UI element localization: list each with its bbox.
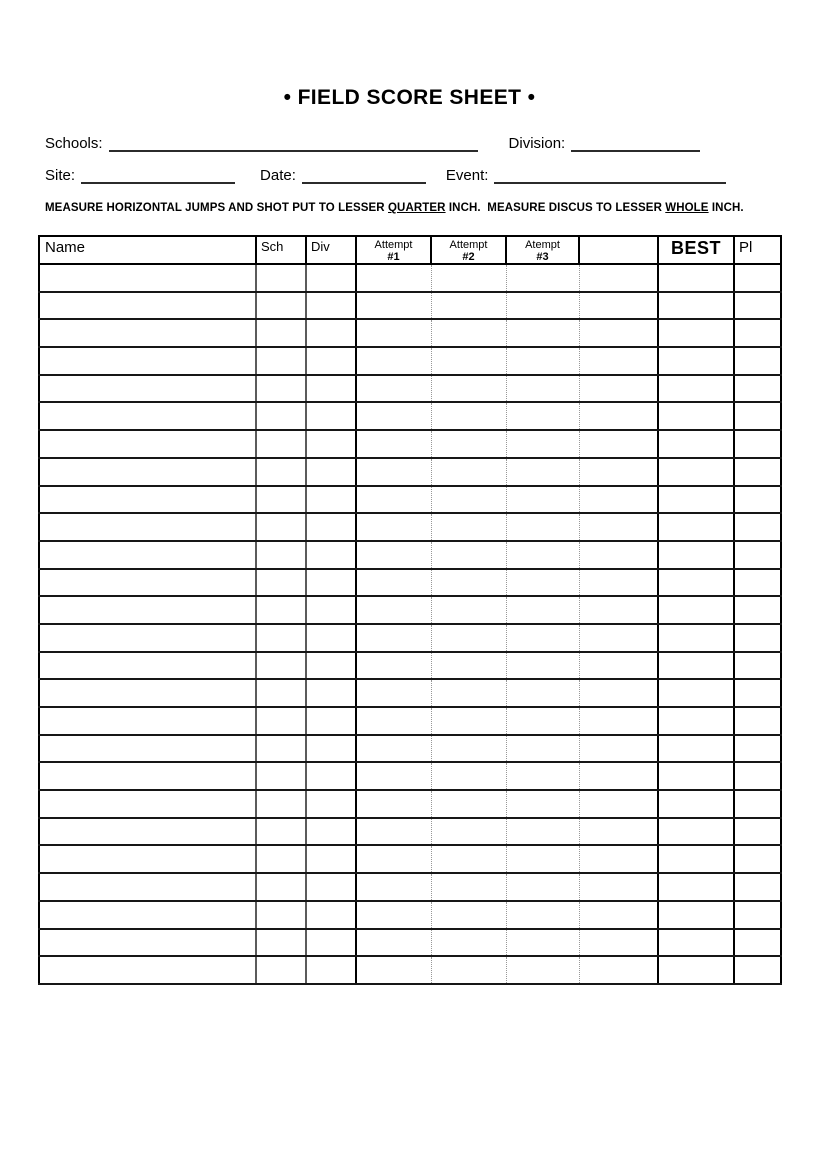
table-row <box>39 624 781 652</box>
table-row <box>39 901 781 929</box>
table-row <box>39 596 781 624</box>
cell-div[interactable] <box>306 845 356 873</box>
form-row-schools-division <box>45 135 819 152</box>
cell-spare[interactable] <box>579 624 658 652</box>
cell-spare[interactable] <box>579 569 658 597</box>
cell-name[interactable] <box>39 319 256 347</box>
cell-best[interactable] <box>658 652 734 680</box>
cell-name[interactable] <box>39 264 256 292</box>
cell-attempt1[interactable] <box>356 707 431 735</box>
cell-div[interactable] <box>306 541 356 569</box>
cell-sch[interactable] <box>256 762 306 790</box>
cell-place[interactable] <box>734 652 781 680</box>
cell-sch[interactable] <box>256 956 306 984</box>
cell-attempt3[interactable] <box>506 430 579 458</box>
cell-spare[interactable] <box>579 901 658 929</box>
cell-attempt3[interactable] <box>506 513 579 541</box>
cell-spare[interactable] <box>579 956 658 984</box>
header-best: BEST <box>658 236 734 264</box>
cell-attempt3[interactable] <box>506 264 579 292</box>
cell-place[interactable] <box>734 762 781 790</box>
cell-div[interactable] <box>306 458 356 486</box>
cell-attempt1[interactable] <box>356 845 431 873</box>
cell-sch[interactable] <box>256 486 306 514</box>
cell-best[interactable] <box>658 319 734 347</box>
cell-best[interactable] <box>658 264 734 292</box>
cell-attempt3[interactable] <box>506 762 579 790</box>
cell-name[interactable] <box>39 347 256 375</box>
cell-attempt3[interactable] <box>506 790 579 818</box>
cell-best[interactable] <box>658 790 734 818</box>
cell-attempt1[interactable] <box>356 541 431 569</box>
cell-place[interactable] <box>734 818 781 846</box>
table-row <box>39 790 781 818</box>
cell-best[interactable] <box>658 347 734 375</box>
cell-spare[interactable] <box>579 707 658 735</box>
cell-sch[interactable] <box>256 569 306 597</box>
cell-sch[interactable] <box>256 292 306 320</box>
cell-attempt3[interactable] <box>506 596 579 624</box>
table-row <box>39 402 781 430</box>
cell-attempt3[interactable] <box>506 873 579 901</box>
cell-attempt3[interactable] <box>506 292 579 320</box>
table-row <box>39 430 781 458</box>
cell-div[interactable] <box>306 818 356 846</box>
cell-attempt1[interactable] <box>356 790 431 818</box>
score-table <box>38 235 782 985</box>
cell-attempt2[interactable] <box>431 901 506 929</box>
cell-spare[interactable] <box>579 762 658 790</box>
division-label: Division: <box>508 135 566 152</box>
cell-attempt1[interactable] <box>356 513 431 541</box>
cell-sch[interactable] <box>256 845 306 873</box>
header-div: Div <box>306 236 356 264</box>
cell-sch[interactable] <box>256 652 306 680</box>
cell-div[interactable] <box>306 569 356 597</box>
cell-spare[interactable] <box>579 264 658 292</box>
cell-place[interactable] <box>734 873 781 901</box>
cell-attempt2[interactable] <box>431 569 506 597</box>
cell-name[interactable] <box>39 679 256 707</box>
table-row <box>39 569 781 597</box>
cell-best[interactable] <box>658 402 734 430</box>
cell-name[interactable] <box>39 375 256 403</box>
site-label: Site: <box>45 167 76 184</box>
cell-name[interactable] <box>39 790 256 818</box>
cell-div[interactable] <box>306 292 356 320</box>
cell-sch[interactable] <box>256 707 306 735</box>
cell-place[interactable] <box>734 624 781 652</box>
cell-spare[interactable] <box>579 347 658 375</box>
cell-place[interactable] <box>734 596 781 624</box>
instruction-segment: MEASURE HORIZONTAL JUMPS AND SHOT PUT TO LESSER <box>45 202 389 214</box>
cell-name[interactable] <box>39 929 256 957</box>
cell-div[interactable] <box>306 402 356 430</box>
event-input-line[interactable] <box>494 167 726 184</box>
cell-div[interactable] <box>306 679 356 707</box>
table-row <box>39 513 781 541</box>
cell-best[interactable] <box>658 624 734 652</box>
date-label: Date: <box>260 167 296 184</box>
cell-div[interactable] <box>306 347 356 375</box>
cell-sch[interactable] <box>256 375 306 403</box>
table-row <box>39 873 781 901</box>
cell-spare[interactable] <box>579 430 658 458</box>
cell-best[interactable] <box>658 486 734 514</box>
cell-attempt1[interactable] <box>356 569 431 597</box>
cell-sch[interactable] <box>256 818 306 846</box>
cell-place[interactable] <box>734 901 781 929</box>
cell-name[interactable] <box>39 873 256 901</box>
cell-attempt2[interactable] <box>431 458 506 486</box>
cell-attempt1[interactable] <box>356 319 431 347</box>
cell-name[interactable] <box>39 818 256 846</box>
cell-place[interactable] <box>734 929 781 957</box>
cell-sch[interactable] <box>256 319 306 347</box>
cell-attempt1[interactable] <box>356 486 431 514</box>
cell-spare[interactable] <box>579 735 658 763</box>
cell-div[interactable] <box>306 929 356 957</box>
cell-attempt3[interactable] <box>506 845 579 873</box>
table-row <box>39 929 781 957</box>
cell-best[interactable] <box>658 735 734 763</box>
cell-div[interactable] <box>306 264 356 292</box>
cell-attempt2[interactable] <box>431 735 506 763</box>
cell-div[interactable] <box>306 790 356 818</box>
table-header-row <box>39 236 781 264</box>
cell-attempt1[interactable] <box>356 430 431 458</box>
cell-place[interactable] <box>734 486 781 514</box>
table-row <box>39 735 781 763</box>
cell-best[interactable] <box>658 569 734 597</box>
cell-spare[interactable] <box>579 486 658 514</box>
cell-attempt3[interactable] <box>506 652 579 680</box>
cell-attempt1[interactable] <box>356 901 431 929</box>
cell-attempt2[interactable] <box>431 541 506 569</box>
cell-attempt3[interactable] <box>506 486 579 514</box>
cell-best[interactable] <box>658 541 734 569</box>
header-spare <box>579 236 658 264</box>
cell-div[interactable] <box>306 652 356 680</box>
table-row <box>39 319 781 347</box>
cell-div[interactable] <box>306 319 356 347</box>
cell-best[interactable] <box>658 679 734 707</box>
cell-attempt2[interactable] <box>431 347 506 375</box>
cell-best[interactable] <box>658 375 734 403</box>
cell-div[interactable] <box>306 956 356 984</box>
cell-attempt1[interactable] <box>356 873 431 901</box>
cell-sch[interactable] <box>256 347 306 375</box>
site-input-line[interactable] <box>81 167 235 184</box>
cell-div[interactable] <box>306 375 356 403</box>
table-row <box>39 762 781 790</box>
cell-div[interactable] <box>306 513 356 541</box>
cell-sch[interactable] <box>256 513 306 541</box>
attempt-2-word: Attempt <box>449 239 488 251</box>
cell-attempt3[interactable] <box>506 319 579 347</box>
cell-attempt1[interactable] <box>356 679 431 707</box>
cell-best[interactable] <box>658 292 734 320</box>
cell-attempt2[interactable] <box>431 845 506 873</box>
cell-place[interactable] <box>734 319 781 347</box>
cell-attempt2[interactable] <box>431 929 506 957</box>
attempt-3-number: #3 <box>536 251 549 263</box>
cell-place[interactable] <box>734 430 781 458</box>
table-row <box>39 679 781 707</box>
cell-attempt2[interactable] <box>431 486 506 514</box>
attempt-3-word: Atempt <box>525 239 560 251</box>
cell-div[interactable] <box>306 430 356 458</box>
cell-sch[interactable] <box>256 596 306 624</box>
cell-place[interactable] <box>734 375 781 403</box>
table-row <box>39 707 781 735</box>
cell-best[interactable] <box>658 458 734 486</box>
instruction-underlined-word: QUARTER <box>388 202 446 214</box>
cell-spare[interactable] <box>579 458 658 486</box>
cell-place[interactable] <box>734 569 781 597</box>
cell-sch[interactable] <box>256 458 306 486</box>
cell-place[interactable] <box>734 707 781 735</box>
cell-attempt3[interactable] <box>506 347 579 375</box>
cell-attempt1[interactable] <box>356 624 431 652</box>
cell-name[interactable] <box>39 541 256 569</box>
cell-spare[interactable] <box>579 375 658 403</box>
table-row <box>39 541 781 569</box>
cell-spare[interactable] <box>579 790 658 818</box>
cell-name[interactable] <box>39 513 256 541</box>
cell-best[interactable] <box>658 762 734 790</box>
cell-name[interactable] <box>39 430 256 458</box>
cell-best[interactable] <box>658 956 734 984</box>
cell-attempt1[interactable] <box>356 818 431 846</box>
cell-place[interactable] <box>734 735 781 763</box>
table-row <box>39 652 781 680</box>
cell-attempt1[interactable] <box>356 347 431 375</box>
table-row <box>39 458 781 486</box>
cell-spare[interactable] <box>579 596 658 624</box>
cell-div[interactable] <box>306 596 356 624</box>
table-row <box>39 956 781 984</box>
cell-attempt2[interactable] <box>431 292 506 320</box>
cell-attempt1[interactable] <box>356 375 431 403</box>
cell-attempt3[interactable] <box>506 402 579 430</box>
cell-attempt1[interactable] <box>356 652 431 680</box>
cell-spare[interactable] <box>579 292 658 320</box>
cell-spare[interactable] <box>579 818 658 846</box>
cell-sch[interactable] <box>256 873 306 901</box>
cell-sch[interactable] <box>256 679 306 707</box>
table-row <box>39 845 781 873</box>
cell-place[interactable] <box>734 402 781 430</box>
event-label: Event: <box>445 167 489 184</box>
cell-attempt2[interactable] <box>431 873 506 901</box>
cell-attempt2[interactable] <box>431 679 506 707</box>
cell-attempt3[interactable] <box>506 929 579 957</box>
form-row-site-date-event <box>45 167 819 184</box>
instruction-segment: INCH. <box>708 202 744 214</box>
cell-best[interactable] <box>658 430 734 458</box>
cell-best[interactable] <box>658 929 734 957</box>
cell-place[interactable] <box>734 541 781 569</box>
cell-attempt3[interactable] <box>506 375 579 403</box>
table-row <box>39 818 781 846</box>
cell-spare[interactable] <box>579 845 658 873</box>
cell-name[interactable] <box>39 901 256 929</box>
cell-attempt2[interactable] <box>431 402 506 430</box>
cell-best[interactable] <box>658 901 734 929</box>
cell-best[interactable] <box>658 873 734 901</box>
cell-attempt2[interactable] <box>431 652 506 680</box>
cell-sch[interactable] <box>256 790 306 818</box>
cell-attempt2[interactable] <box>431 624 506 652</box>
cell-name[interactable] <box>39 402 256 430</box>
schools-input-line[interactable] <box>109 135 478 152</box>
header-sch: Sch <box>256 236 306 264</box>
cell-best[interactable] <box>658 818 734 846</box>
cell-place[interactable] <box>734 845 781 873</box>
cell-spare[interactable] <box>579 402 658 430</box>
table-row <box>39 292 781 320</box>
cell-attempt2[interactable] <box>431 430 506 458</box>
cell-place[interactable] <box>734 956 781 984</box>
table-row <box>39 486 781 514</box>
score-table-body <box>39 264 781 984</box>
cell-best[interactable] <box>658 707 734 735</box>
cell-attempt3[interactable] <box>506 956 579 984</box>
cell-name[interactable] <box>39 486 256 514</box>
cell-div[interactable] <box>306 901 356 929</box>
cell-attempt3[interactable] <box>506 735 579 763</box>
cell-attempt2[interactable] <box>431 264 506 292</box>
header-attempt-2 <box>431 236 506 264</box>
cell-attempt2[interactable] <box>431 513 506 541</box>
cell-name[interactable] <box>39 596 256 624</box>
instruction-underlined-word: WHOLE <box>665 202 709 214</box>
cell-spare[interactable] <box>579 652 658 680</box>
header-attempt-1 <box>356 236 431 264</box>
cell-attempt1[interactable] <box>356 292 431 320</box>
cell-sch[interactable] <box>256 929 306 957</box>
cell-sch[interactable] <box>256 901 306 929</box>
cell-attempt2[interactable] <box>431 707 506 735</box>
cell-div[interactable] <box>306 624 356 652</box>
header-name: Name <box>39 236 256 264</box>
cell-attempt2[interactable] <box>431 319 506 347</box>
attempt-1-number: #1 <box>387 251 400 263</box>
table-row <box>39 375 781 403</box>
page-title: • FIELD SCORE SHEET • <box>283 86 536 109</box>
cell-div[interactable] <box>306 486 356 514</box>
cell-name[interactable] <box>39 956 256 984</box>
cell-div[interactable] <box>306 762 356 790</box>
cell-place[interactable] <box>734 264 781 292</box>
cell-attempt3[interactable] <box>506 624 579 652</box>
cell-name[interactable] <box>39 652 256 680</box>
cell-attempt2[interactable] <box>431 956 506 984</box>
cell-best[interactable] <box>658 513 734 541</box>
cell-div[interactable] <box>306 707 356 735</box>
cell-attempt3[interactable] <box>506 541 579 569</box>
schools-label: Schools: <box>45 135 103 152</box>
cell-attempt1[interactable] <box>356 762 431 790</box>
cell-attempt2[interactable] <box>431 818 506 846</box>
cell-name[interactable] <box>39 845 256 873</box>
cell-spare[interactable] <box>579 319 658 347</box>
instruction-text <box>45 202 819 214</box>
cell-spare[interactable] <box>579 513 658 541</box>
cell-attempt3[interactable] <box>506 569 579 597</box>
cell-name[interactable] <box>39 292 256 320</box>
cell-place[interactable] <box>734 292 781 320</box>
table-row <box>39 347 781 375</box>
cell-attempt2[interactable] <box>431 790 506 818</box>
cell-attempt1[interactable] <box>356 458 431 486</box>
cell-attempt2[interactable] <box>431 762 506 790</box>
cell-best[interactable] <box>658 845 734 873</box>
table-row <box>39 264 781 292</box>
cell-spare[interactable] <box>579 873 658 901</box>
cell-sch[interactable] <box>256 735 306 763</box>
cell-name[interactable] <box>39 707 256 735</box>
cell-name[interactable] <box>39 569 256 597</box>
cell-sch[interactable] <box>256 430 306 458</box>
cell-div[interactable] <box>306 873 356 901</box>
cell-attempt3[interactable] <box>506 707 579 735</box>
cell-place[interactable] <box>734 513 781 541</box>
cell-place[interactable] <box>734 347 781 375</box>
cell-attempt1[interactable] <box>356 264 431 292</box>
cell-div[interactable] <box>306 735 356 763</box>
instruction-segment: INCH. MEASURE DISCUS TO LESSER <box>445 202 666 214</box>
attempt-1-word: Attempt <box>374 239 413 251</box>
cell-place[interactable] <box>734 458 781 486</box>
attempt-2-number: #2 <box>462 251 475 263</box>
cell-attempt2[interactable] <box>431 596 506 624</box>
cell-attempt1[interactable] <box>356 956 431 984</box>
cell-name[interactable] <box>39 624 256 652</box>
cell-spare[interactable] <box>579 679 658 707</box>
date-input-line[interactable] <box>302 167 426 184</box>
cell-name[interactable] <box>39 458 256 486</box>
cell-attempt1[interactable] <box>356 735 431 763</box>
cell-spare[interactable] <box>579 929 658 957</box>
cell-attempt3[interactable] <box>506 818 579 846</box>
cell-attempt2[interactable] <box>431 375 506 403</box>
cell-attempt1[interactable] <box>356 596 431 624</box>
cell-attempt3[interactable] <box>506 679 579 707</box>
header-place: Pl <box>734 236 781 264</box>
cell-attempt3[interactable] <box>506 458 579 486</box>
cell-sch[interactable] <box>256 541 306 569</box>
cell-attempt1[interactable] <box>356 402 431 430</box>
cell-attempt1[interactable] <box>356 929 431 957</box>
cell-attempt3[interactable] <box>506 901 579 929</box>
cell-name[interactable] <box>39 762 256 790</box>
header-attempt-3 <box>506 236 579 264</box>
cell-spare[interactable] <box>579 541 658 569</box>
cell-place[interactable] <box>734 679 781 707</box>
division-input-line[interactable] <box>571 135 700 152</box>
cell-sch[interactable] <box>256 264 306 292</box>
cell-sch[interactable] <box>256 402 306 430</box>
cell-best[interactable] <box>658 596 734 624</box>
cell-name[interactable] <box>39 735 256 763</box>
cell-place[interactable] <box>734 790 781 818</box>
cell-sch[interactable] <box>256 624 306 652</box>
